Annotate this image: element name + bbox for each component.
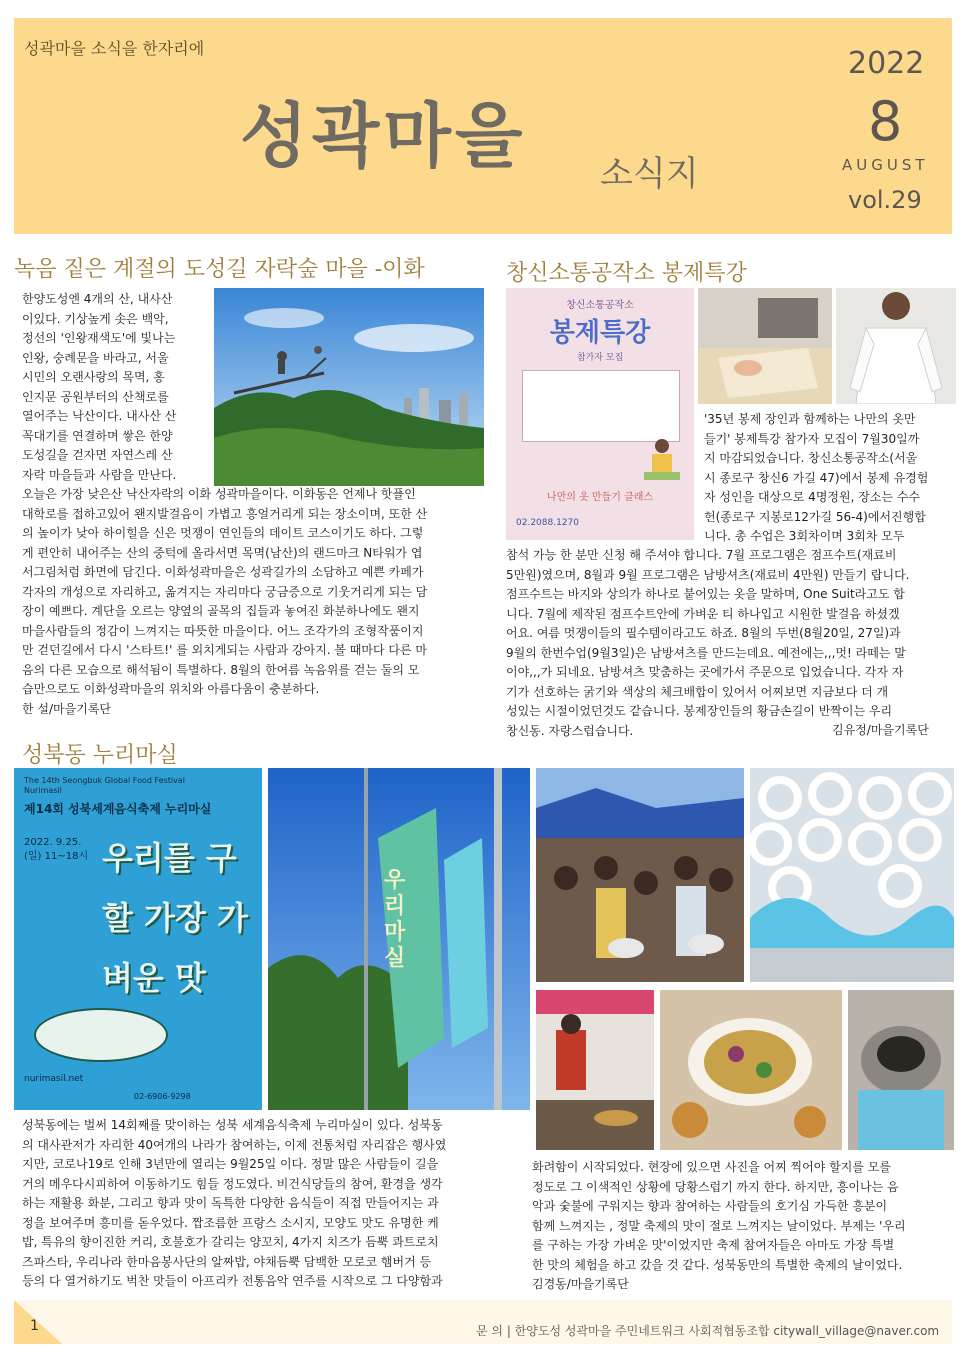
text-line: 각자의 개성으로 자리하고, 옮겨지는 자리마다 궁금증으로 기웃거리게 되는 담 [22, 584, 428, 599]
article1-title: 녹음 짙은 계절의 도성길 자락숲 마을 -이화 [14, 257, 425, 282]
text-line: 9월의 한번수업(9월3일)은 남방셔츠를 만드는데요. 예전에는,,,멋! 라떼는 말 [506, 645, 906, 660]
text-line: 시 종로구 창신6 가길 47)에서 봉제 유경험 [704, 470, 929, 485]
text-line: 한 맛의 체험을 하고 갔을 것 같다. 성북동만의 특별한 축제의 날이었다. [532, 1257, 903, 1272]
text-line: 서그림처럼 화면에 담긴다. 이화성곽마을은 성곽길가의 소담하고 예쁜 카페가 [22, 565, 424, 579]
article2-side-text [704, 410, 958, 547]
text-line: 지 마감되었습니다. 창신소통공작소(서울 [704, 451, 918, 465]
poster-small-title: 창신소통공작소 [566, 300, 634, 311]
text-line: 함께 느껴지는 , 정말 축제의 맛이 절로 느껴지는 날이었다. 부제는 '우리 [532, 1218, 906, 1233]
article1-body-text [22, 485, 488, 719]
text-line: 정을 보여주며 흥미를 돋우었다. 짭조름한 프랑스 소시지, 모양도 맛도 유명한 케 [22, 1215, 439, 1230]
poster-english-title: The 14th Seongbuk Global Food Festival Nurimasil [24, 776, 185, 795]
text-line: 오늘은 가장 낮은산 낙산자락의 이화 성곽마을이다. 이화동은 언제나 핫플인 [22, 487, 416, 501]
text-line: 자 성인을 대상으로 4명정원, 장소는 수수 [704, 490, 920, 504]
article2-body-text [506, 546, 958, 741]
text-line: 참석 가능 한 분만 신청 해 주셔야 합니다. 7월 프로그램은 점프수트(재료비 [506, 548, 897, 562]
article3-photo-food [660, 990, 842, 1150]
article3-photo-grill [848, 990, 954, 1150]
poster-info-box [522, 370, 680, 442]
issue-month: 8 [868, 90, 903, 153]
text-line: 기가 선호하는 굵기와 색상의 체크배합이 있어서 어찌보면 지금보다 더 개 [506, 684, 889, 699]
text-line: 헌(종로구 지봉로12가길 56-4)에서진행합 [704, 509, 926, 524]
text-line: 지만, 코로나19로 인해 3년만에 열리는 9월25일 이다. 정말 많은 사람들이 길을 [22, 1157, 439, 1171]
masthead-title: 성곽마을 [240, 95, 527, 177]
text-line: 들기' 봉제특강 참가자 모집이 7월30일까 [704, 431, 920, 446]
article3-photo-installation [750, 768, 954, 982]
text-line: 시민의 오랜사랑의 목멱, 홍 [22, 370, 165, 384]
text-line: 음의 다른 모습으로 해석됨이 특별하다. 8월의 한여름 녹음위를 걷는 둘의 모 [22, 662, 420, 677]
text-line: 밥, 특유의 향이진한 커리, 호불호가 갈리는 양꼬치, 4가지 치즈가 듬뿍 콰트로치 [22, 1235, 439, 1249]
poster-phone: 02.2088.1270 [516, 518, 579, 528]
text-line: 정선의 '인왕재색도'에 빛나는 [22, 331, 176, 345]
text-line: 하는 재활용 화분, 그리고 향과 맛이 독특한 다양한 음식들이 직접 만들어지는 과 [22, 1196, 439, 1210]
text-line: 자락 마을들과 사람을 만난다. [22, 467, 177, 482]
text-line: 성북동에는 벌써 14회째를 맞이하는 성북 세계음식축제 누리마실이 있다. 성북동 [22, 1118, 443, 1132]
text-line: '35년 봉제 장인과 함께하는 나만의 옷만 [704, 412, 916, 426]
text-line: 인왕, 숭례문을 바라고, 서울 [22, 350, 169, 365]
article2-photo-blouse [836, 288, 956, 404]
article1-photo [214, 288, 484, 486]
text-line: 악과 숯불에 구워지는 향과 참여하는 사람들의 호기심 가득한 흥분이 [532, 1199, 888, 1213]
tagline: 성곽마을 소식을 한자리에 [24, 39, 205, 58]
text-line: 의 높이가 낮아 하이힐을 신은 멋쟁이 연인들의 데이트 코스이기도 하다. 그렇 [22, 526, 424, 540]
issue-volume: vol.29 [848, 186, 922, 214]
page-number: 1 [30, 1318, 39, 1334]
text-line: 한양도성엔 4개의 산, 내사산 [22, 292, 173, 306]
article3-photo-stall [536, 990, 654, 1150]
text-line: 의 대사관저가 자리한 40여개의 나라가 참여하는, 이제 전통처럼 자리잡은 행사였 [22, 1137, 447, 1152]
text-line: 인지문 공원부터의 산책로를 [22, 389, 169, 404]
text-line: 대학로를 접하고있어 왠지발걸음이 가볍고 흥얼거리게 되는 장소이며, 또한 산 [22, 506, 428, 521]
text-line: 이야,,,가 되네요. 남방셔츠 맞춤하는 곳에가서 주문으로 입었습니다. 각자 자 [506, 665, 904, 679]
text-line: 만 걷던길에서 다시 '스타트!' 를 외치게되는 사람과 강아지. 볼 때마다 다른 마 [22, 643, 427, 657]
poster-caption: 나만의 옷 만들기 클래스 [546, 492, 654, 503]
text-line: 마을사람들의 정감이 느껴지는 따뜻한 마을이다. 어느 조각가의 조형작품이지 [22, 623, 424, 638]
text-line: 등의 다 열거하기도 벅찬 맛들이 아프리카 전통음악 연주를 시작으로 그 다양함과 [22, 1274, 443, 1288]
text-line: 꼭대기를 연결하며 쌓은 한양 [22, 428, 173, 443]
poster-big-text: 우리를 구할 가장 가벼운 맛 [102, 839, 248, 997]
article1-side-text [22, 290, 208, 485]
poster-korean-title: 제14회 성북세계음식축제 누리마실 [24, 802, 212, 816]
text-line: 5만원)였으며, 8월과 9월 프로그램은 남방셔츠(재료비 4만원) 만들기 랍니다. [506, 567, 910, 582]
article3-right-text [532, 1158, 958, 1295]
article3-title: 성북동 누리마실 [22, 743, 178, 768]
poster-plate [34, 1008, 168, 1062]
article2-poster [506, 288, 694, 540]
text-line: 를 구하는 가장 가벼운 맛'이었지만 축제 참여자들은 아마도 가장 특별 [532, 1238, 895, 1252]
sewing-figure-icon [640, 436, 684, 486]
issue-year: 2022 [848, 46, 925, 81]
text-line: 거의 메우다시피하여 이동하기도 힘들 정도였다. 비건식당들의 참여, 환경을 생각 [22, 1176, 443, 1191]
banner-text: 우리 마실 [384, 868, 406, 971]
article3-photo-banner [268, 768, 530, 1110]
article2-title: 창신소통공작소 봉제특강 [506, 261, 747, 286]
text-line: 장이 예쁘다. 계단을 오르는 양옆의 골목의 집들과 놓여진 화분하나에도 왠지 [22, 604, 420, 618]
text-line: 니다. 7월에 제작된 점프수트안에 가벼운 티 하나입고 시원한 발걸음 하셨겠 [506, 606, 900, 621]
author-line: 김경동/마을기록단 [532, 1277, 629, 1291]
poster-subtitle: 참가자 모집 [576, 353, 624, 363]
author-line: 한 설/마을기록단 [22, 701, 112, 716]
text-line: 창신동. 자랑스럽습니다. [506, 723, 634, 738]
article3-photo-crowd [536, 768, 744, 982]
article2-photo-sewing [698, 288, 832, 404]
text-line: 습만으로도 이화성곽마을의 위치와 아름다움이 충분하다. [22, 682, 320, 696]
text-line: 화려함이 시작되었다. 현장에 있으면 사진을 어찌 찍어야 할지를 모를 [532, 1160, 891, 1174]
text-line: 어요. 여름 멋쟁이들의 필수템이라고도 하죠. 8월의 두번(8월20일, 27일)과 [506, 626, 901, 640]
article2-author: 김유정/마을기록단 [832, 723, 929, 737]
text-line: 이있다. 기상높게 솟은 백악, [22, 311, 169, 326]
text-line: 즈파스타, 우리나라 한마음봉사단의 알짜밥, 야채듬뿍 담백한 모로코 햄버거 등 [22, 1254, 432, 1269]
text-line: 열어주는 낙산이다. 내사산 산 [22, 409, 177, 423]
text-line: 정도로 그 이색적인 상황에 당황스럽기 까지 한다. 하지만, 흥이나는 음 [532, 1179, 899, 1194]
text-line: 점프수트는 바지와 상의가 하나로 붙어있는 옷을 말하며, One Suit라고도 합 [506, 587, 905, 601]
footer-contact: 문 의 | 한양도성 성곽마을 주민네트워크 사회적협동조합 citywall_village@naver.com [476, 1324, 940, 1338]
poster-date: 2022. 9.25.(일) 11~18시 [24, 837, 89, 862]
article3-poster [14, 768, 262, 1110]
poster-phone: 02-6906-9298 [134, 1092, 191, 1101]
text-line: 게 편안히 내어주는 산의 중턱에 올라서면 목멱(남산)의 랜드마크 N타워가 엽 [22, 545, 423, 560]
issue-month-name: AUGUST [842, 156, 929, 174]
text-line: 니다. 총 수업은 3회차이며 3회차 모두 [704, 529, 905, 543]
article3-left-text [22, 1116, 508, 1292]
masthead-subtitle: 소식지 [600, 154, 699, 194]
poster-big-title: 봉제특강 [549, 318, 651, 348]
text-line: 도성길을 걷자면 자연스레 산 [22, 448, 173, 462]
text-line: 성있는 시절이었던것도 같습니다. 봉제장인들의 황금손길이 반짝이는 우리 [506, 704, 893, 718]
poster-website: nurimasil.net [24, 1074, 84, 1084]
